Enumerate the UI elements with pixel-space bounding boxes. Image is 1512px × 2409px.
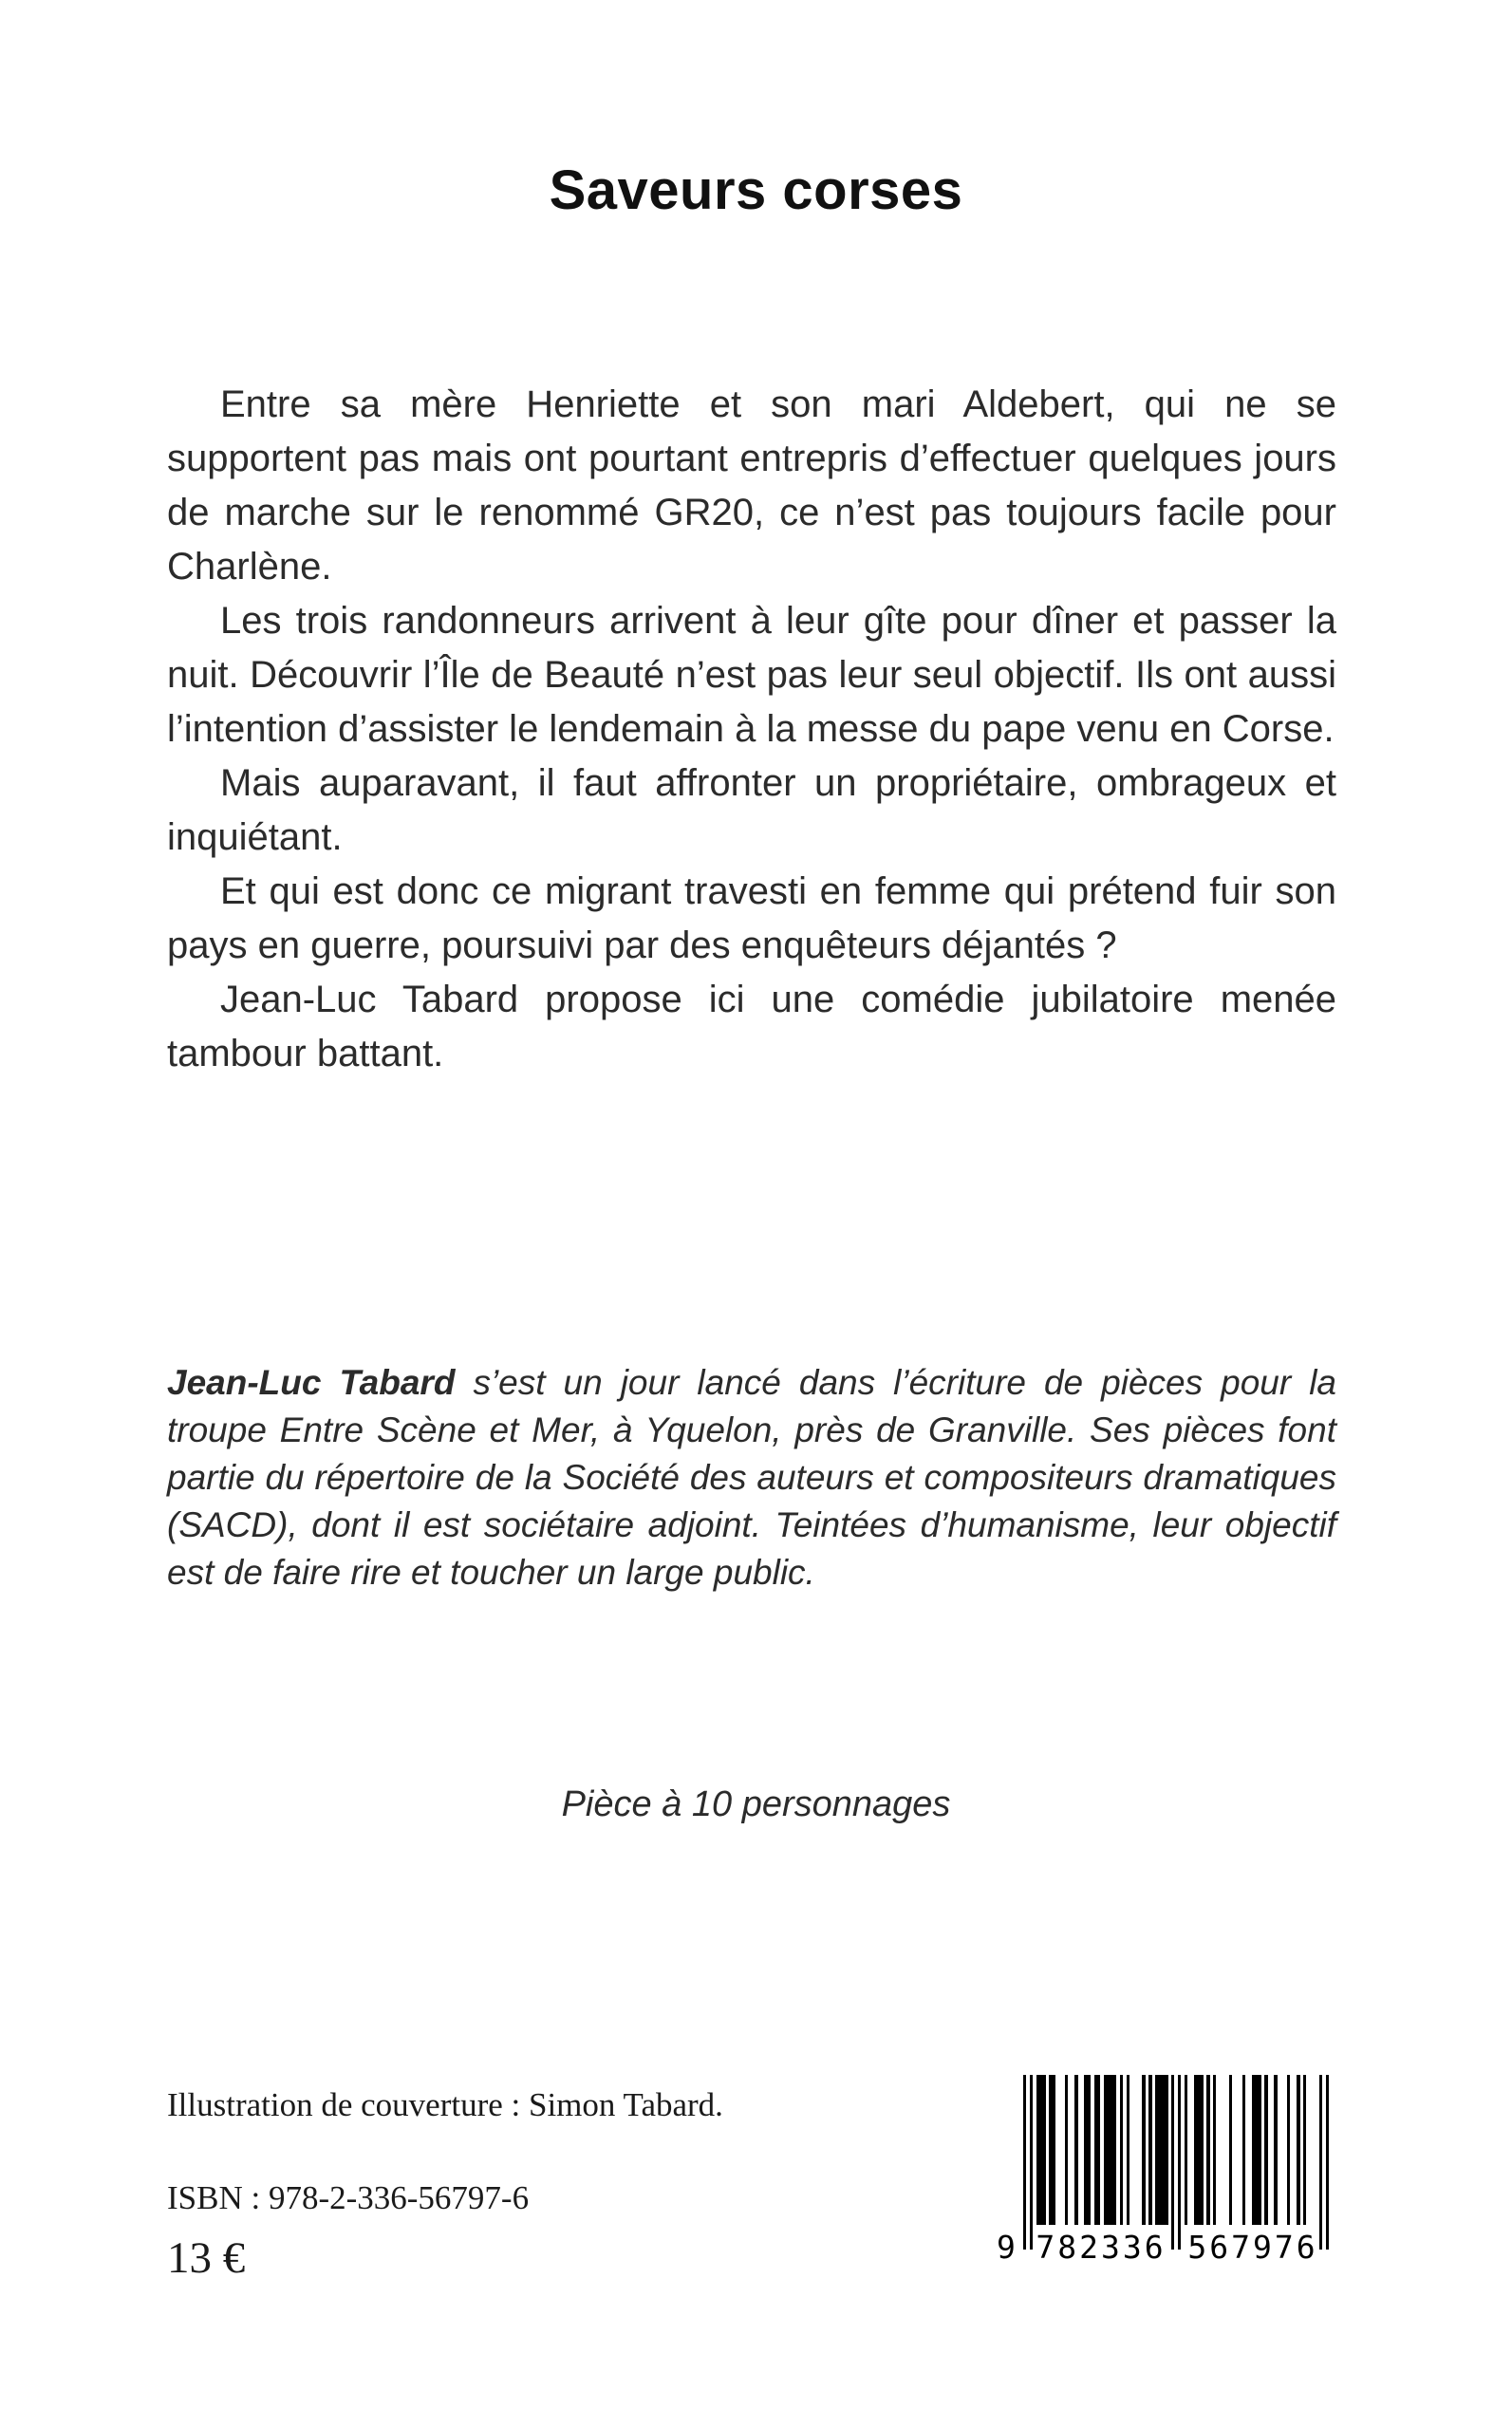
barcode-module bbox=[1326, 2075, 1329, 2250]
synopsis-paragraph: Mais auparavant, il faut affronter un propriétaire, ombrageux et inquiétant. bbox=[167, 762, 1336, 858]
synopsis bbox=[167, 378, 1336, 1081]
author-bio-text: s’est un jour lancé dans l’écriture de pièces pour la troupe Entre Scène et Mer, à Yquelon, près de Granville. Ses pièces font partie du répertoire de la Société des auteurs et compositeurs dramatiques (SACD), dont il est sociétaire adjoint. Teintées d’humanisme, leur objectif est de faire rire et toucher un large public. bbox=[167, 1363, 1336, 1592]
barcode-right-digits: 567976 bbox=[1187, 2229, 1318, 2266]
barcode-bars bbox=[1023, 2075, 1329, 2250]
cast-note: Pièce à 10 personnages bbox=[561, 1784, 951, 1824]
book-title: Saveurs corses bbox=[549, 159, 963, 221]
barcode-first-digit: 9 bbox=[997, 2229, 1016, 2266]
author-name: Jean-Luc Tabard bbox=[167, 1363, 456, 1402]
price: 13 € bbox=[167, 2233, 246, 2283]
barcode-left-digits: 782336 bbox=[1036, 2229, 1167, 2266]
synopsis-paragraph: Les trois randonneurs arrivent à leur gîte pour dîner et passer la nuit. Découvrir l’Île de Beauté n’est pas leur seul objectif. Ils ont aussi l’intention d’assister le lendemain à la messe du pape venu en Corse. bbox=[167, 600, 1336, 750]
synopsis-paragraph: Et qui est donc ce migrant travesti en femme qui prétend fuir son pays en guerre, poursuivi par des enquêteurs déjantés ? bbox=[167, 870, 1336, 966]
isbn: ISBN : 978-2-336-56797-6 bbox=[167, 2179, 530, 2216]
barcode bbox=[997, 2075, 1331, 2270]
synopsis-paragraph: Entre sa mère Henriette et son mari Aldebert, qui ne se supportent pas mais ont pourtant entrepris d’effectuer quelques jours de marche sur le renommé GR20, ce n’est pas toujours facile pour Charlène. bbox=[167, 383, 1336, 588]
author-bio bbox=[167, 1359, 1336, 1597]
illustration-credit: Illustration de couverture : Simon Tabard. bbox=[167, 2086, 723, 2123]
synopsis-paragraph: Jean-Luc Tabard propose ici une comédie jubilatoire menée tambour battant. bbox=[167, 979, 1336, 1074]
